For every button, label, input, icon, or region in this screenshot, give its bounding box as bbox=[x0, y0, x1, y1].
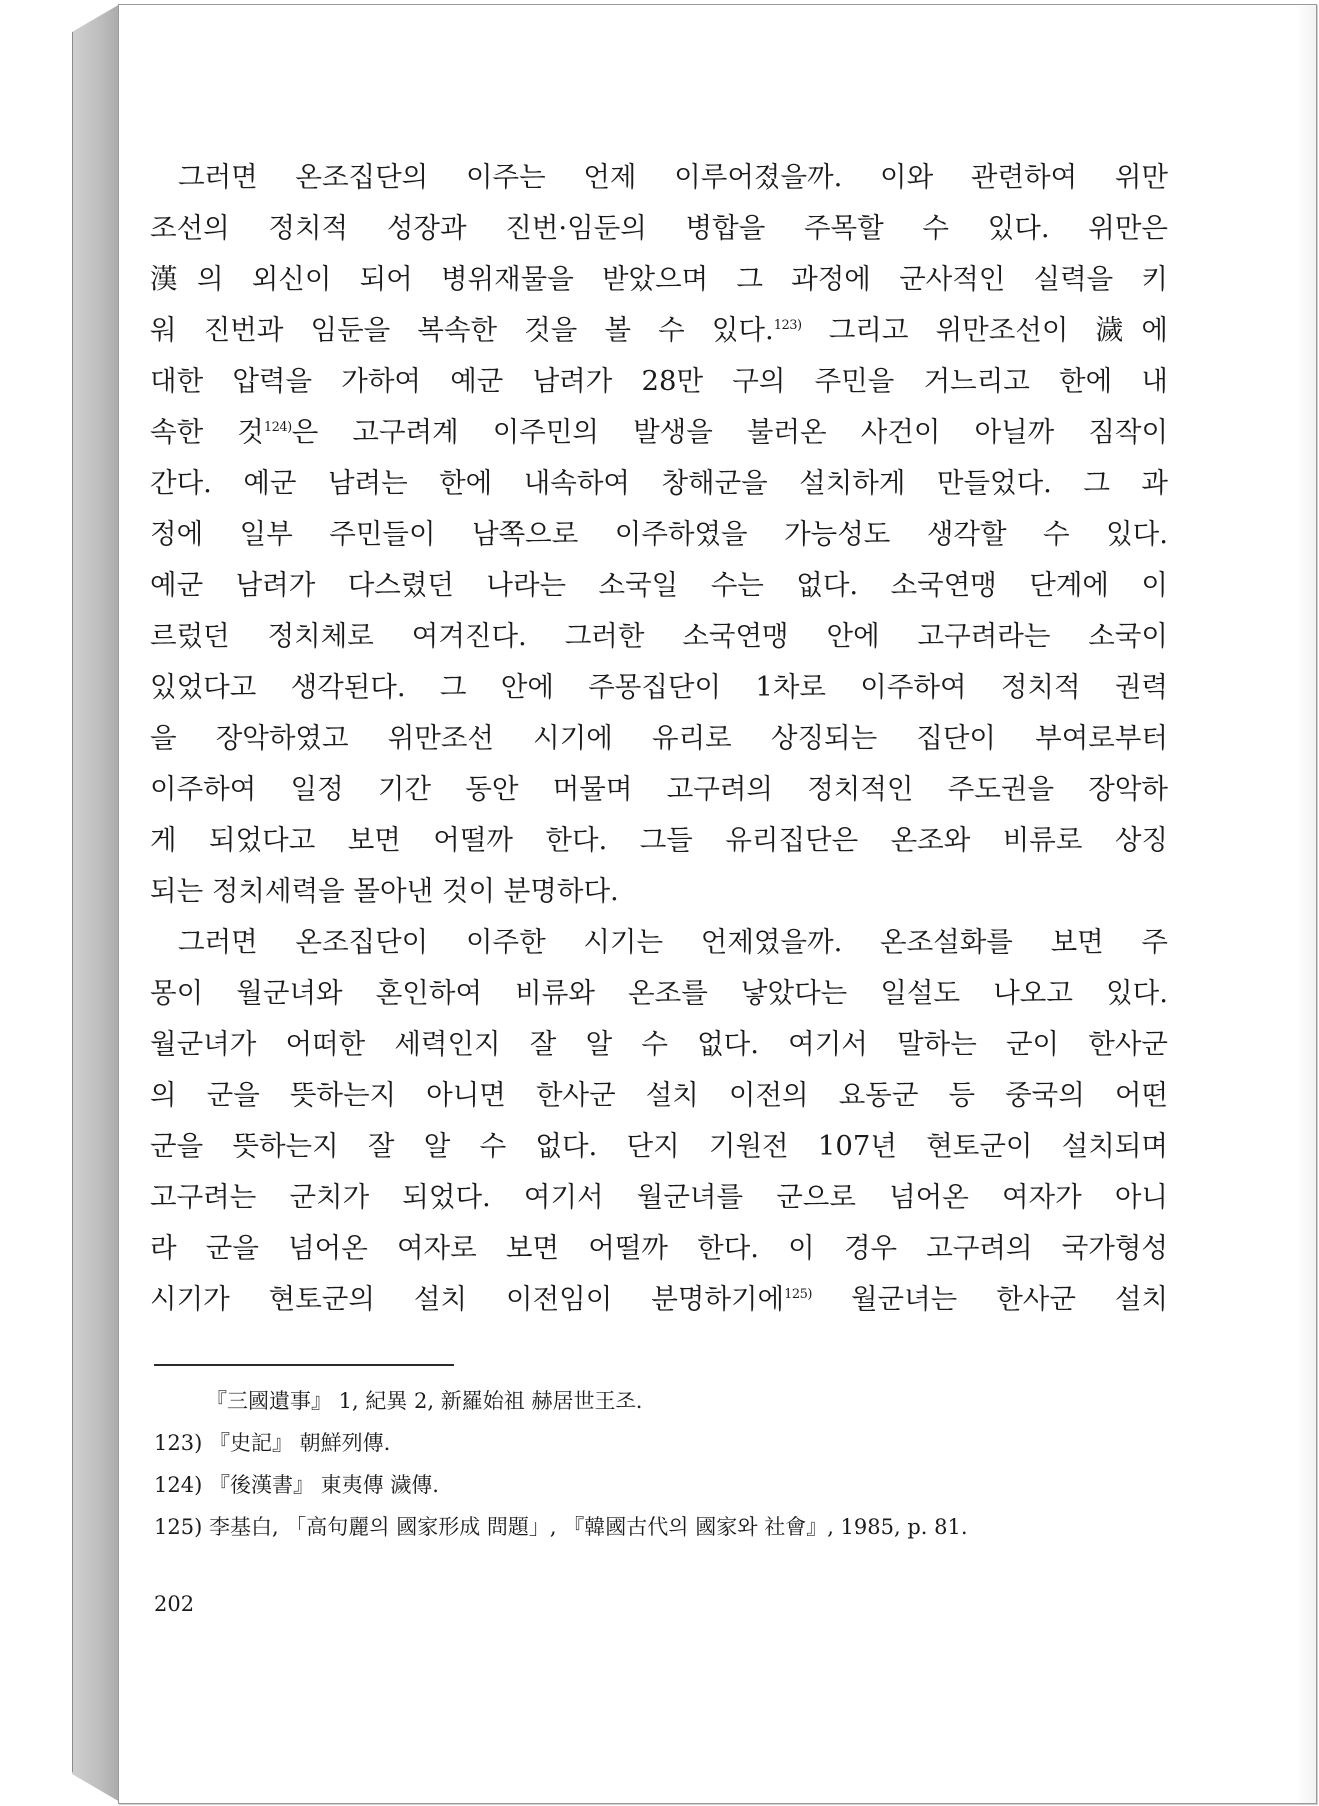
text-line: 라 군을 넘어온 여자로 보면 어떨까 한다. 이 경우 고구려의 국가형성 bbox=[150, 1232, 1168, 1264]
text-line: 을 장악하였고 위만조선 시기에 유리로 상징되는 집단이 부여로부터 bbox=[150, 722, 1168, 754]
footnote-ref-124: 124) bbox=[263, 419, 292, 435]
text-line: 예군 남려가 다스렸던 나라는 소국일 수는 없다. 소국연맹 단계에 이 bbox=[150, 569, 1168, 601]
paragraph-1 bbox=[150, 152, 1168, 917]
text-line: 대한 압력을 가하여 예군 남려가 28만 구의 주민을 거느리고 한에 내 bbox=[150, 365, 1168, 397]
text-line: 월군녀가 어떠한 세력인지 잘 알 수 없다. 여기서 말하는 군이 한사군 bbox=[150, 1028, 1168, 1060]
spine-edge bbox=[72, 32, 73, 1772]
text-line bbox=[150, 305, 1168, 356]
text-line: 그러면 온조집단이 이주한 시기는 언제였을까. 온조설화를 보면 주 bbox=[178, 926, 1168, 958]
text-line: 게 되었다고 보면 어떨까 한다. 그들 유리집단은 온조와 비류로 상징 bbox=[150, 824, 1168, 856]
text-segment: 워 진번과 임둔을 복속한 것을 볼 수 있다. bbox=[150, 314, 774, 346]
text-line: 되는 정치세력을 몰아낸 것이 분명하다. bbox=[150, 875, 619, 907]
text-line: 르렀던 정치체로 여겨진다. 그러한 소국연맹 안에 고구려라는 소국이 bbox=[150, 620, 1168, 652]
text-line: 몽이 월군녀와 혼인하여 비류와 온조를 낳았다는 일설도 나오고 있다. bbox=[150, 977, 1168, 1009]
text-line: 조선의 정치적 성장과 진번·임둔의 병합을 주목할 수 있다. 위만은 bbox=[150, 212, 1168, 244]
text-line: 고구려는 군치가 되었다. 여기서 월군녀를 군으로 넘어온 여자가 아니 bbox=[150, 1181, 1168, 1213]
footnote-123: 123) 『史記』 朝鮮列傳. bbox=[154, 1431, 391, 1455]
text-segment: 속한 것 bbox=[150, 416, 264, 448]
text-line bbox=[150, 407, 1168, 458]
book-spine bbox=[72, 4, 120, 1802]
text-segment: 월군녀는 한사군 설치 bbox=[811, 1283, 1168, 1315]
text-line: 군을 뜻하는지 잘 알 수 없다. 단지 기원전 107년 현토군이 설치되며 bbox=[150, 1130, 1168, 1162]
footnote-124: 124) 『後漢書』 東夷傳 濊傳. bbox=[154, 1473, 439, 1497]
paragraph-2 bbox=[150, 917, 1168, 1325]
text-line: 의 군을 뜻하는지 아니면 한사군 설치 이전의 요동군 등 중국의 어떤 bbox=[150, 1079, 1168, 1111]
text-line bbox=[150, 1274, 1168, 1325]
text-segment: 은 고구려계 이주민의 발생을 불러온 사건이 아닐까 짐작이 bbox=[291, 416, 1168, 448]
text-line: 漢의 외신이 되어 병위재물을 받았으며 그 과정에 군사적인 실력을 키 bbox=[150, 263, 1168, 295]
text-line: 그러면 온조집단의 이주는 언제 이루어졌을까. 이와 관련하여 위만 bbox=[178, 161, 1168, 193]
text-line: 이주하여 일정 기간 동안 머물며 고구려의 정치적인 주도권을 장악하 bbox=[150, 773, 1168, 805]
body-text bbox=[150, 152, 1168, 1325]
footnotes bbox=[154, 1380, 1154, 1548]
page-number: 202 bbox=[154, 1592, 195, 1616]
page-edge-shade bbox=[1296, 5, 1316, 1803]
text-line: 있었다고 생각된다. 그 안에 주몽집단이 1차로 이주하여 정치적 권력 bbox=[150, 671, 1168, 703]
text-segment: 시기가 현토군의 설치 이전임이 분명하기에 bbox=[150, 1283, 785, 1315]
text-line: 간다. 예군 남려는 한에 내속하여 창해군을 설치하게 만들었다. 그 과 bbox=[150, 467, 1168, 499]
footnote-divider bbox=[154, 1364, 454, 1366]
text-segment: 그리고 위만조선이 濊에 bbox=[801, 314, 1168, 346]
footnote-125: 125) 李基白, 「高句麗의 國家形成 問題」, 『韓國古代의 國家와 社會』, 1985, p. 81. bbox=[154, 1515, 968, 1539]
footnote-ref-123: 123) bbox=[773, 317, 802, 333]
text-line: 정에 일부 주민들이 남쪽으로 이주하였을 가능성도 생각할 수 있다. bbox=[150, 518, 1168, 550]
footnote-ref-125: 125) bbox=[784, 1286, 812, 1302]
footnote-continued: 『三國遺事』 1, 紀異 2, 新羅始祖 赫居世王조. bbox=[206, 1389, 643, 1413]
